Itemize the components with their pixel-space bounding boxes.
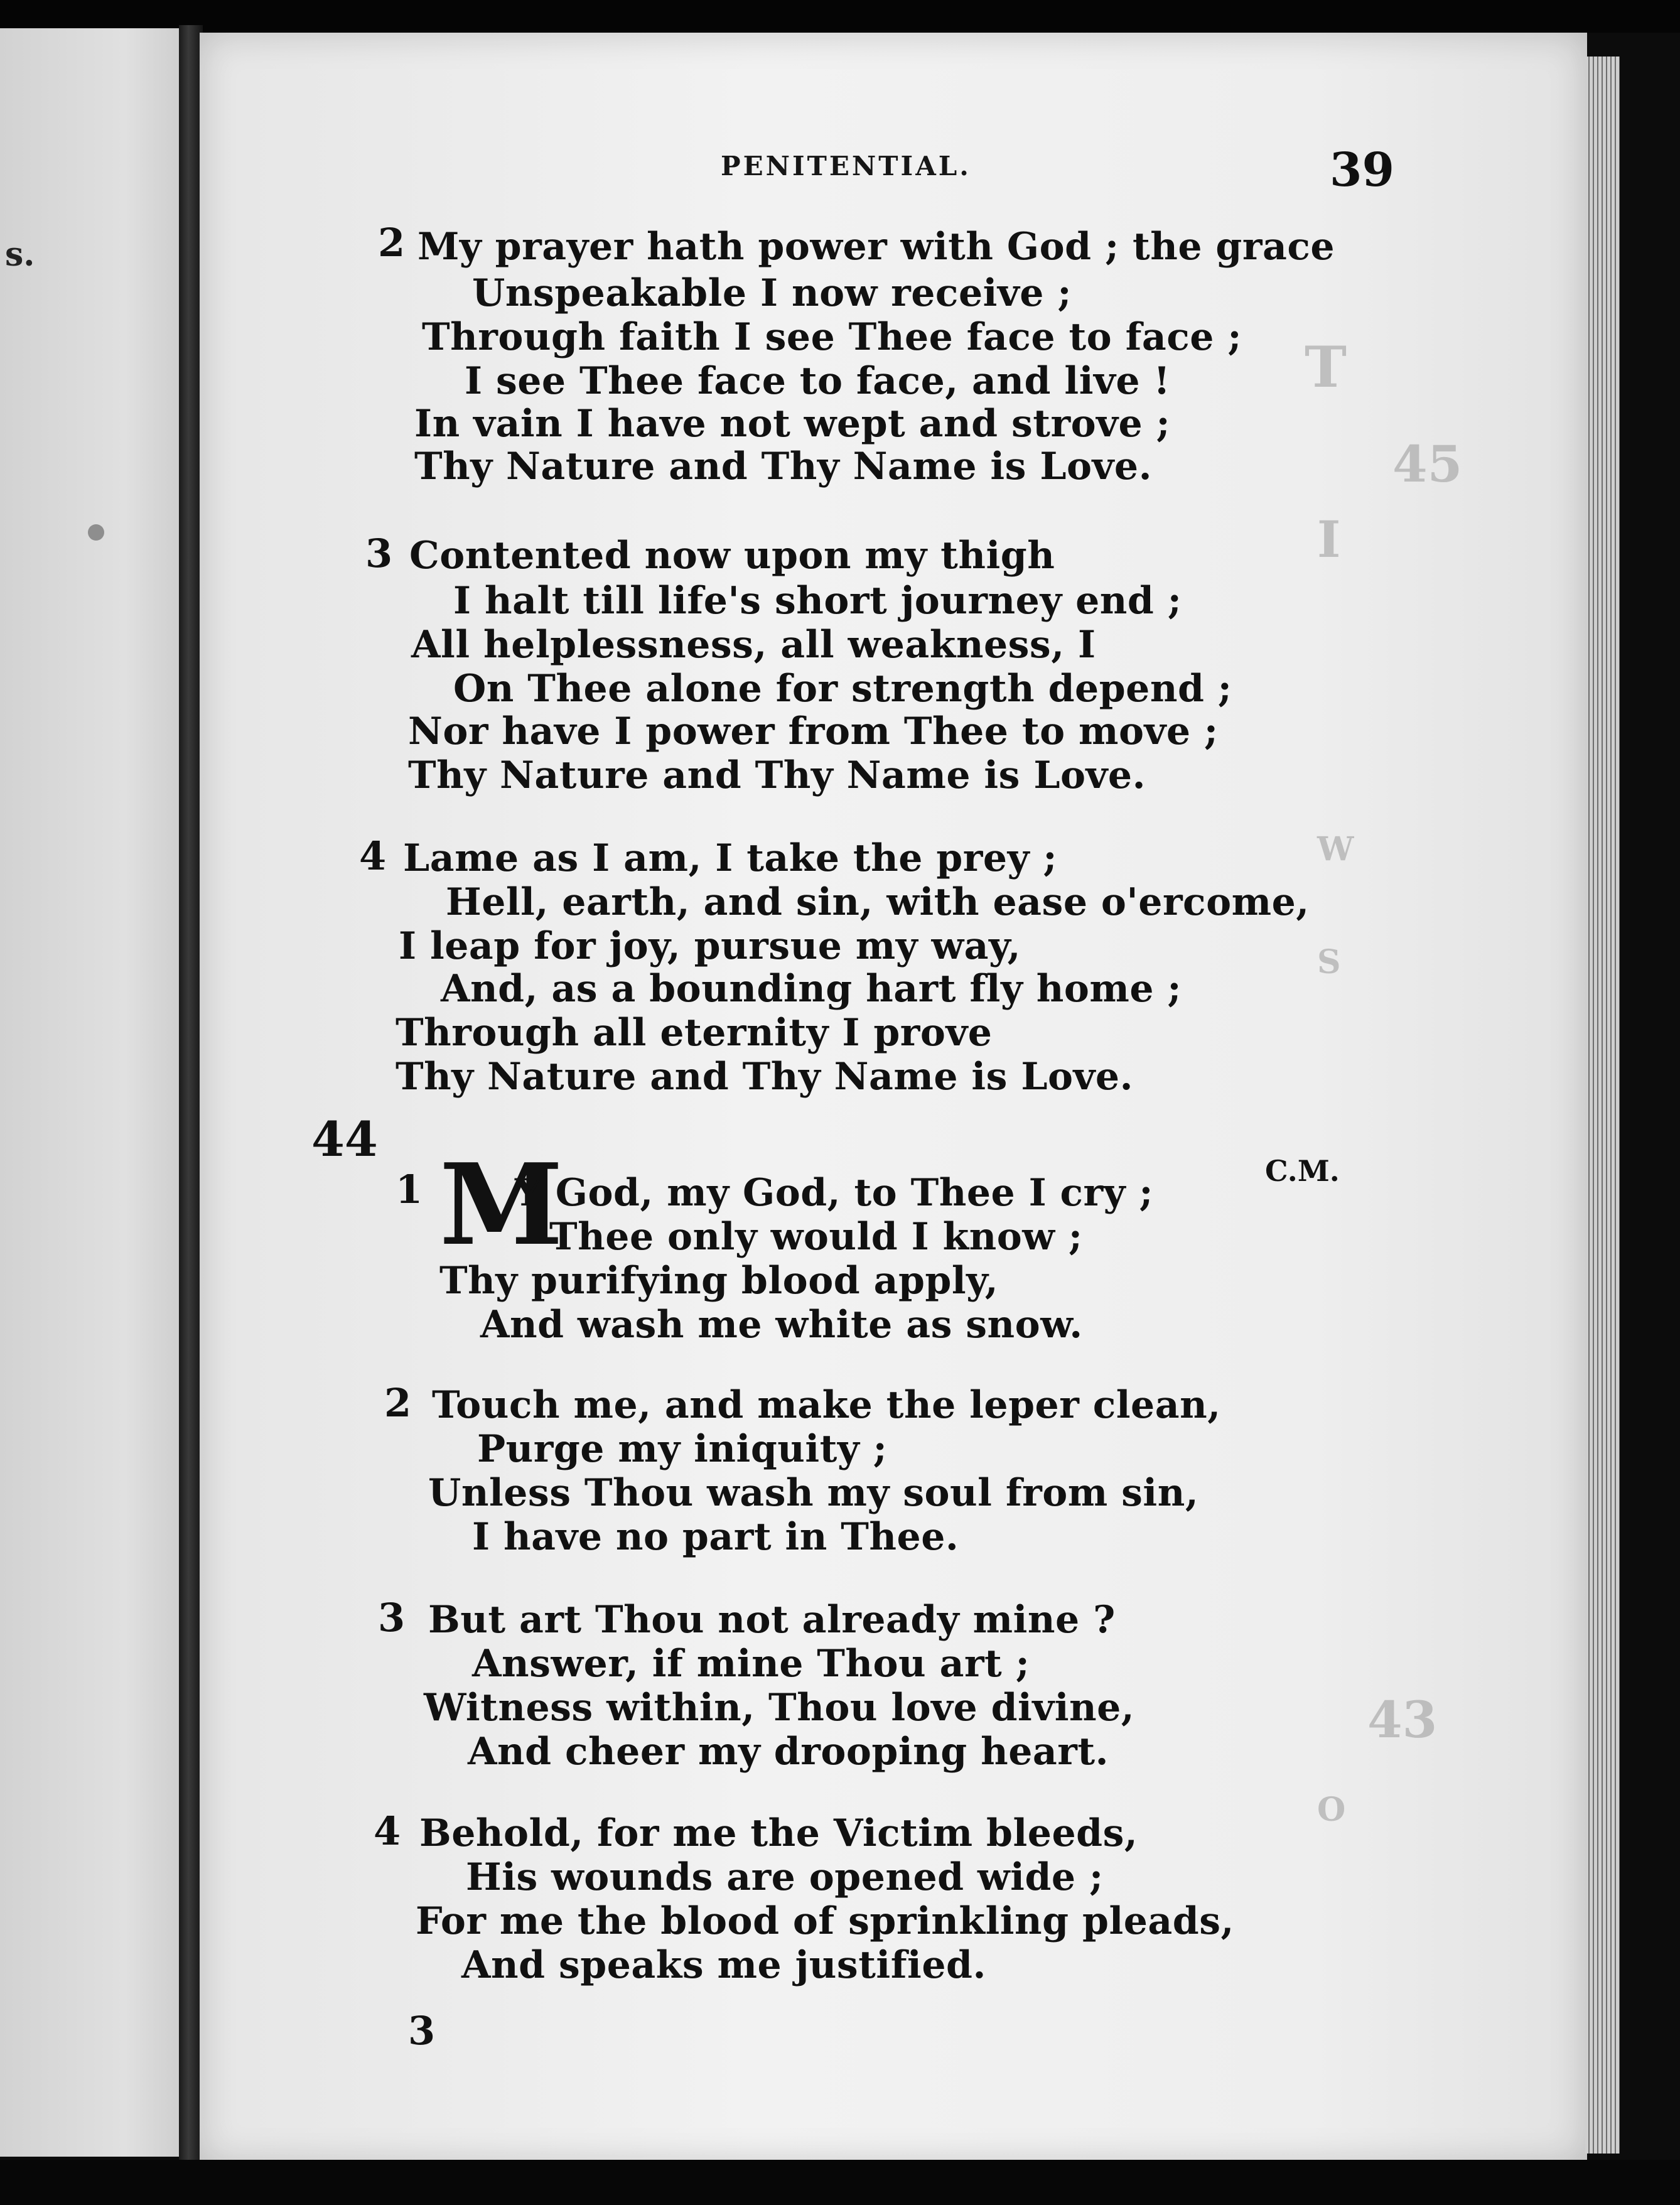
verse-line: But art Thou not already mine ? [428, 1598, 1116, 1642]
verse-line: Nor have I power from Thee to move ; [408, 709, 1219, 753]
verse-line: Behold, for me the Victim bleeds, [419, 1811, 1138, 1855]
stanza-number: 4 [374, 1808, 401, 1854]
stanza-number: 2 [384, 1380, 412, 1426]
verse-line: Thee only would I know ; [549, 1215, 1083, 1259]
verse-line: Hell, earth, and sin, with ease o'ercome, [446, 880, 1310, 924]
hymn-meter: C.M. [1265, 1154, 1340, 1188]
verse-line: For me the blood of sprinkling pleads, [416, 1899, 1234, 1943]
verse-line: His wounds are opened wide ; [466, 1855, 1104, 1899]
bleed-through-mark: T [1305, 334, 1347, 401]
verse-line: And wash me white as snow. [480, 1303, 1083, 1347]
verse-line: Answer, if mine Thou art ; [472, 1642, 1030, 1686]
drop-capital: M [439, 1139, 564, 1270]
verse-line: Purge my iniquity ; [477, 1427, 888, 1471]
page-number: 39 [1330, 143, 1394, 197]
verse-line: Thy Nature and Thy Name is Love. [408, 753, 1146, 797]
bleed-through-mark: 43 [1367, 1690, 1438, 1749]
stacked-page-edges [1585, 57, 1620, 2154]
verse-line: All helplessness, all weakness, I [411, 623, 1096, 667]
verse-line: On Thee alone for strength depend ; [453, 667, 1232, 711]
bleed-through-mark: 45 [1392, 434, 1463, 493]
stanza-number: 3 [378, 1595, 406, 1641]
hymn-number: 44 [311, 1111, 378, 1167]
scan-top-border [0, 0, 1680, 33]
verse-line: Unspeakable I now receive ; [472, 271, 1072, 315]
verse-line: Y God, my God, to Thee I cry ; [515, 1171, 1154, 1215]
verse-line: And speaks me justified. [461, 1943, 986, 1987]
verse-line: I see Thee face to face, and live ! [465, 359, 1171, 403]
stanza-number: 2 [378, 220, 406, 266]
ink-speck [88, 524, 104, 541]
verse-line: Through all eternity I prove [396, 1011, 993, 1055]
verse-line: Unless Thou wash my soul from sin, [428, 1471, 1199, 1515]
verse-line: And cheer my drooping heart. [468, 1730, 1109, 1774]
verse-line: Thy Nature and Thy Name is Love. [396, 1055, 1133, 1099]
stanza-number: 3 [365, 531, 393, 576]
signature-mark: 3 [408, 2008, 436, 2054]
verse-line: And, as a bounding hart fly home ; [441, 967, 1182, 1011]
bleed-through-mark: W [1317, 830, 1354, 868]
stanza-number: 4 [359, 833, 387, 879]
verse-line: Lame as I am, I take the prey ; [403, 836, 1057, 880]
verse-line: Thy Nature and Thy Name is Love. [414, 445, 1152, 488]
verse-line: My prayer hath power with God ; the grace [417, 225, 1335, 269]
bleed-through-mark: O [1317, 1791, 1346, 1829]
bleed-through-mark: S [1317, 943, 1341, 981]
verse-line: Contented now upon my thigh [409, 534, 1055, 578]
left-page-text-fragment: s. [5, 235, 35, 274]
left-page-edge [0, 28, 179, 2157]
verse-line: Thy purifying blood apply, [439, 1259, 999, 1303]
verse-line: I halt till life's short journey end ; [453, 579, 1182, 623]
bleed-through-mark: I [1317, 510, 1341, 569]
verse-line: Witness within, Thou love divine, [424, 1686, 1135, 1730]
scan-bottom-border [0, 2160, 1680, 2205]
verse-line: Through faith I see Thee face to face ; [422, 315, 1242, 359]
verse-line: In vain I have not wept and strove ; [414, 402, 1171, 446]
verse-line: I leap for joy, pursue my way, [399, 924, 1021, 968]
verse-line: I have no part in Thee. [472, 1515, 959, 1559]
verse-line: Touch me, and make the leper clean, [432, 1383, 1221, 1427]
running-header: PENITENTIAL. [721, 151, 971, 181]
stanza-number: 1 [396, 1167, 423, 1212]
